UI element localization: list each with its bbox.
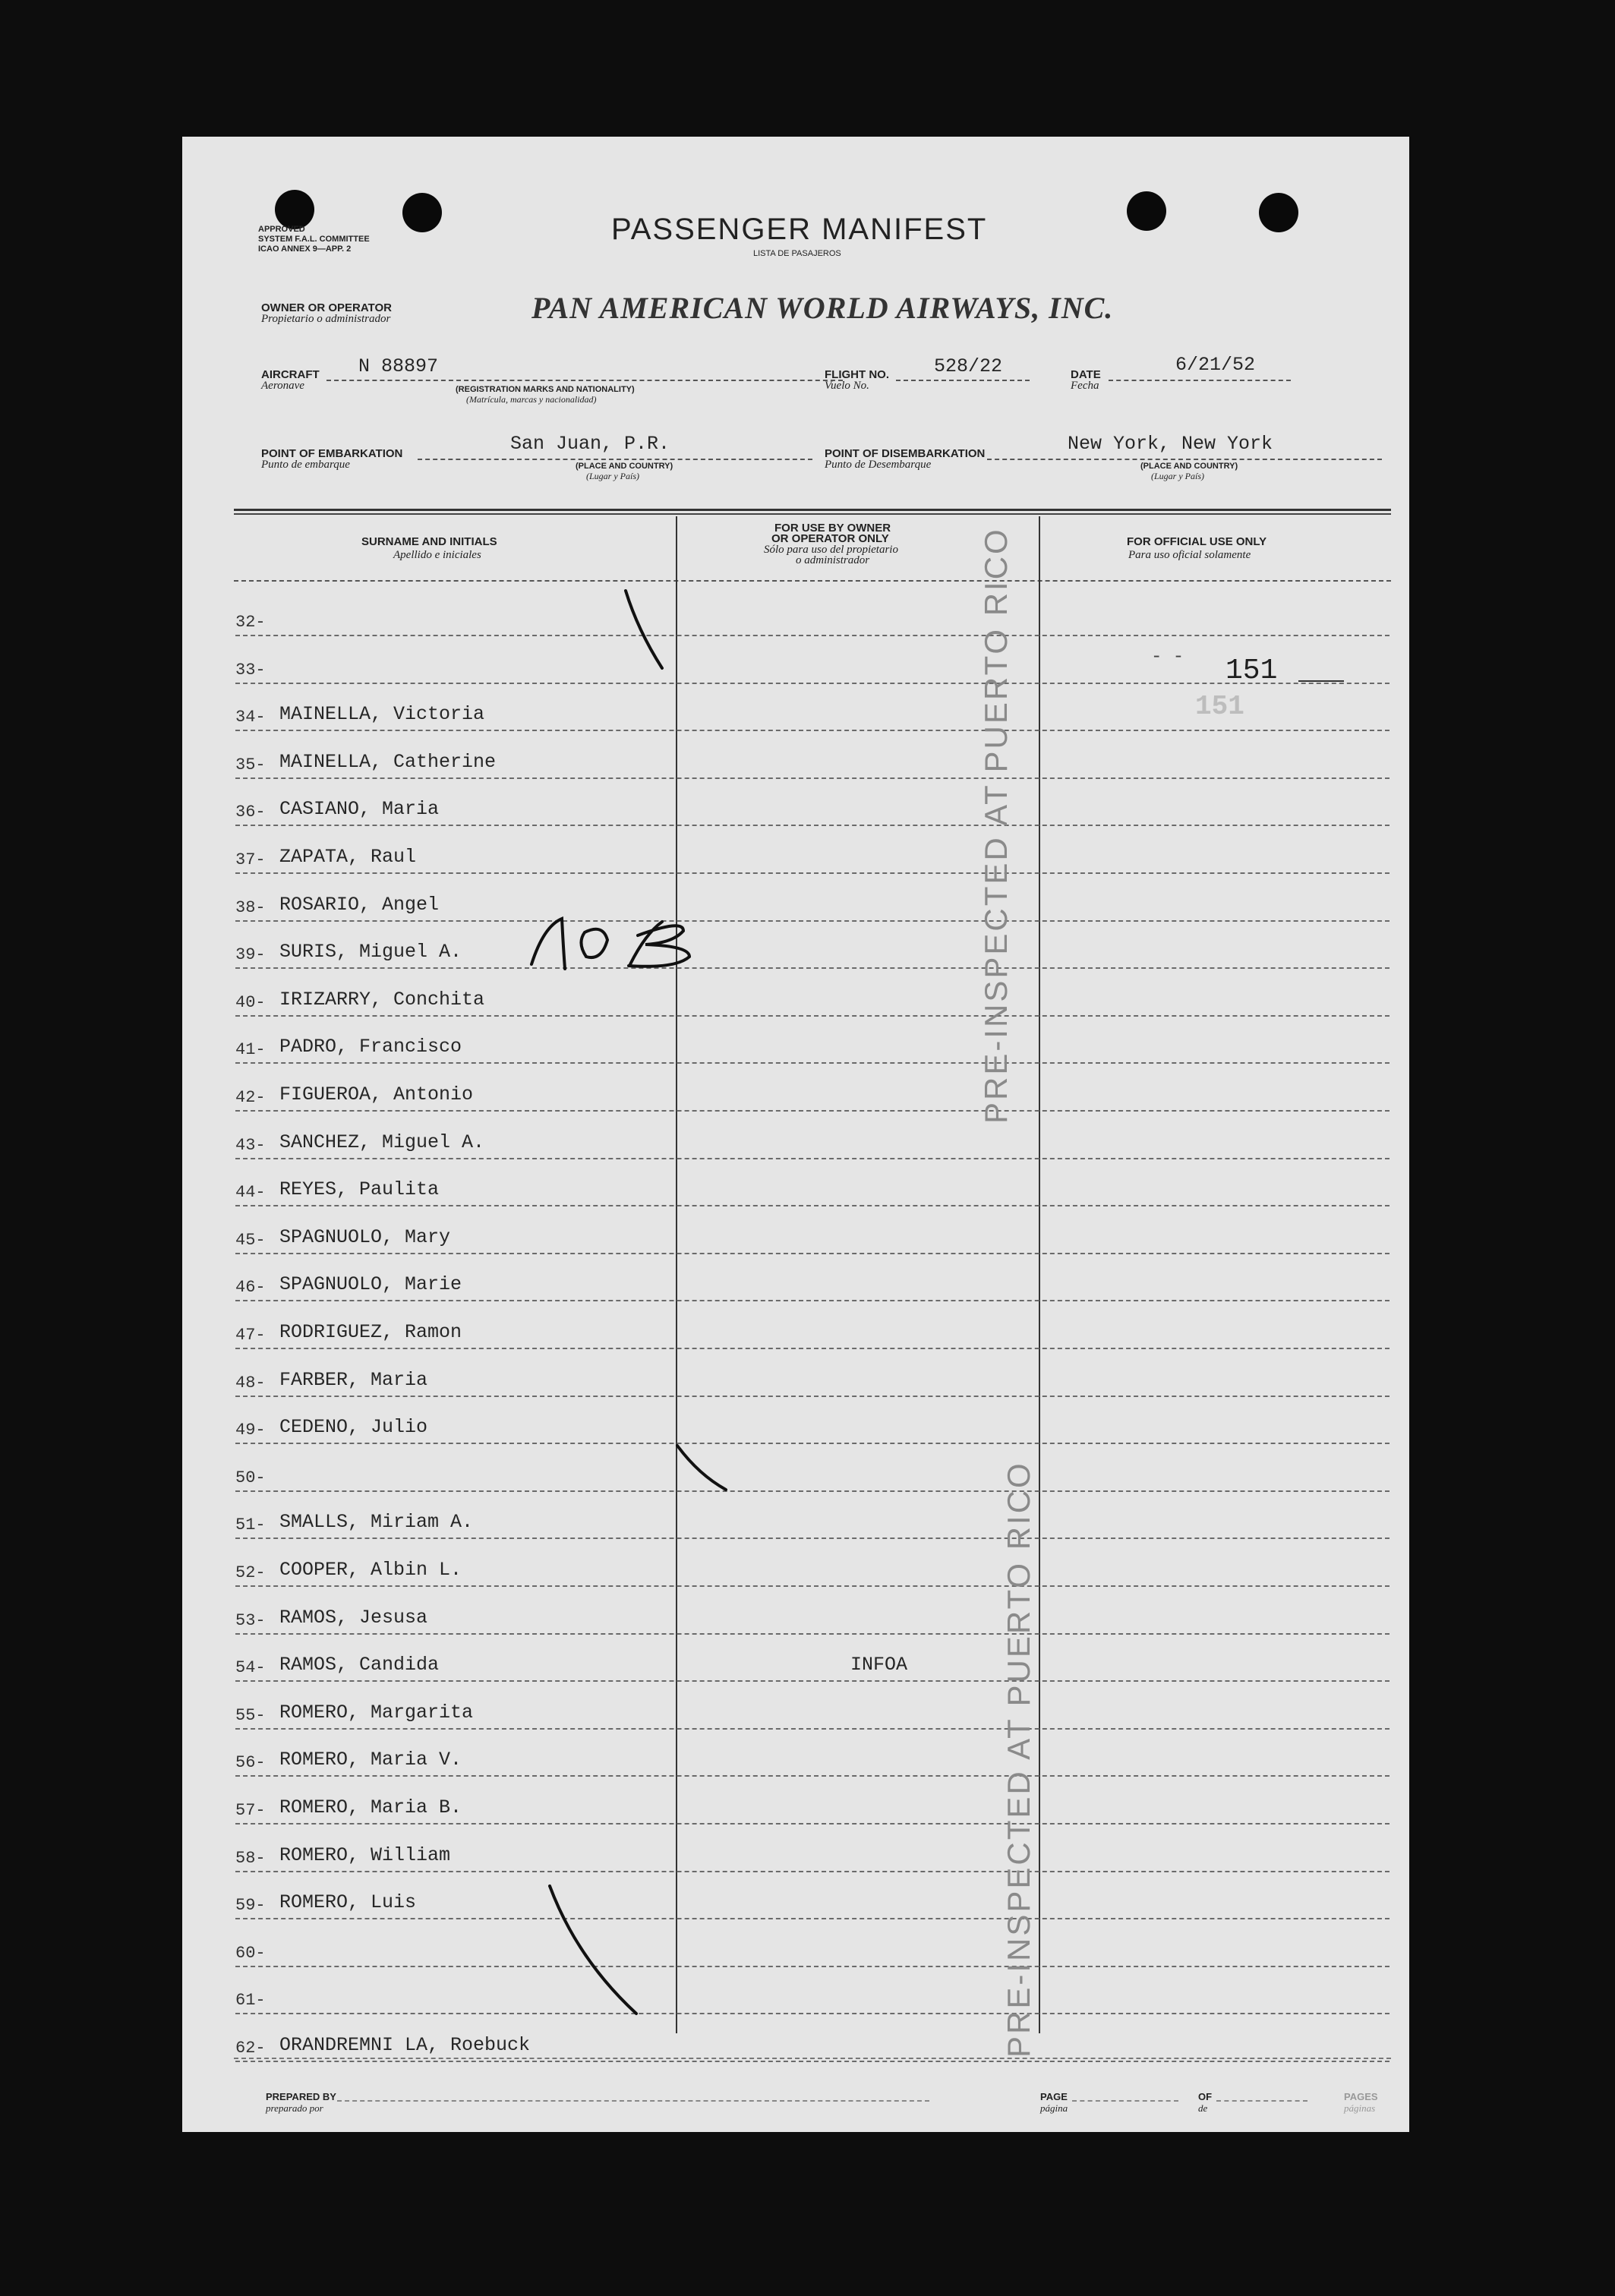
row-number: 54- (235, 1658, 266, 1677)
row-number: 33- (235, 661, 266, 680)
row-number: 42- (235, 1088, 266, 1107)
prepared-label-es: preparado por (266, 2102, 323, 2114)
row-number: 39- (235, 945, 266, 964)
passenger-name: RAMOS, Jesusa (279, 1607, 428, 1629)
passenger-name: IRIZARRY, Conchita (279, 989, 485, 1011)
approval-line: SYSTEM F.A.L. COMMITTEE (258, 235, 370, 244)
form-title-es: LISTA DE PASAJEROS (753, 249, 841, 258)
check-stroke (550, 1886, 636, 2014)
row-number: 43- (235, 1136, 266, 1155)
passenger-name: MAINELLA, Victoria (279, 703, 485, 725)
passenger-name: SURIS, Miguel A. (279, 941, 462, 963)
prepared-underline (337, 2100, 929, 2102)
passenger-name: SMALLS, Miriam A. (279, 1511, 474, 1533)
embark-place-note-es: (Lugar y País) (586, 471, 639, 481)
disembark-place-note-es: (Lugar y País) (1151, 471, 1204, 481)
flight-label-es: Vuelo No. (825, 380, 869, 392)
passenger-name: REYES, Paulita (279, 1178, 440, 1200)
passenger-name: MAINELLA, Catherine (279, 751, 497, 773)
passenger-name: ROMERO, Maria B. (279, 1796, 462, 1818)
date-label-es: Fecha (1071, 380, 1099, 392)
passenger-name: FIGUEROA, Antonio (279, 1083, 474, 1105)
owner-label-es: Propietario o administrador (261, 313, 391, 325)
passenger-name: PADRO, Francisco (279, 1036, 462, 1058)
col-official-header: FOR OFFICIAL USE ONLY (1127, 535, 1267, 548)
form-title: PASSENGER MANIFEST (611, 213, 988, 246)
row-number: 38- (235, 898, 266, 917)
official-count-faint: 151 (1195, 691, 1244, 722)
passenger-name: FARBER, Maria (279, 1369, 428, 1391)
col-operator-header-es: o administrador (796, 554, 870, 566)
row-number: 52- (235, 1563, 266, 1582)
date-label: DATE (1071, 368, 1101, 381)
check-stroke (626, 591, 662, 668)
pre-inspected-stamp: PRE-INSPECTED AT PUERTO RICO (1001, 1461, 1036, 2058)
passenger-name: CASIANO, Maria (279, 798, 440, 820)
prepared-label: PREPARED BY (266, 2091, 336, 2102)
row-number: 41- (235, 1040, 266, 1059)
row-number: 61- (235, 1991, 266, 2010)
page-underline (1072, 2100, 1178, 2102)
row-number: 49- (235, 1421, 266, 1440)
row-number: 50- (235, 1468, 266, 1487)
row-number: 57- (235, 1801, 266, 1820)
col-operator-header: OR OPERATOR ONLY (771, 532, 889, 545)
row-number: 32- (235, 613, 266, 632)
row-number: 44- (235, 1183, 266, 1202)
row-number: 58- (235, 1849, 266, 1868)
passenger-name: CEDENO, Julio (279, 1416, 428, 1438)
flight-label: FLIGHT NO. (825, 368, 889, 381)
official-count: 151 (1225, 654, 1278, 687)
row-number: 47- (235, 1326, 266, 1345)
passenger-name: RODRIGUEZ, Ramon (279, 1321, 462, 1343)
registration-note: (REGISTRATION MARKS AND NATIONALITY) (456, 385, 635, 394)
aircraft-value: N 88897 (358, 355, 439, 377)
row-number: 37- (235, 850, 266, 869)
aircraft-label: AIRCRAFT (261, 368, 320, 381)
row-number: 51- (235, 1515, 266, 1534)
passenger-name: ROMERO, Luis (279, 1891, 417, 1913)
passenger-name: ROMERO, Maria V. (279, 1749, 462, 1771)
disembark-value: New York, New York (1068, 433, 1273, 455)
check-stroke (677, 1446, 726, 1490)
row-number: 53- (235, 1611, 266, 1630)
embark-place-note: (PLACE AND COUNTRY) (576, 462, 673, 471)
owner-value: PAN AMERICAN WORLD AIRWAYS, INC. (531, 291, 1114, 325)
row-number: 46- (235, 1278, 266, 1297)
embark-label-es: Punto de embarque (261, 459, 350, 471)
row-number: 59- (235, 1896, 266, 1915)
row-number: 45- (235, 1231, 266, 1250)
initials-stroke (581, 929, 607, 957)
initials-stroke (531, 919, 565, 969)
row-number: 56- (235, 1753, 266, 1772)
row-number: 35- (235, 755, 266, 774)
col-official-header-es: Para uso oficial solamente (1128, 549, 1251, 561)
col-operator-header: FOR USE BY OWNER (774, 522, 891, 535)
owner-label: OWNER OR OPERATOR (261, 301, 392, 314)
approval-line: APPROVED (258, 225, 305, 234)
row-number: 55- (235, 1706, 266, 1725)
row-number: 40- (235, 993, 266, 1012)
pre-inspected-stamp: PRE-INSPECTED AT PUERTO RICO (978, 527, 1014, 1124)
of-label: OF (1198, 2091, 1213, 2102)
page-label-es: página (1040, 2102, 1068, 2114)
col-surname-header: SURNAME AND INITIALS (361, 535, 497, 548)
row-number: 48- (235, 1374, 266, 1392)
footer-rule (234, 2058, 1391, 2059)
row-number: 60- (235, 1944, 266, 1963)
passenger-name: SPAGNUOLO, Marie (279, 1273, 462, 1295)
handwritten-marks (182, 137, 1409, 2132)
col-surname-header-es: Apellido e iniciales (393, 549, 481, 561)
disembark-label: POINT OF DISEMBARKATION (825, 447, 986, 460)
operator-note: INFOA (850, 1654, 908, 1676)
registration-note-es: (Matrícula, marcas y nacionalidad) (466, 394, 597, 405)
of-underline (1216, 2100, 1307, 2102)
passenger-name: ROSARIO, Angel (279, 894, 440, 916)
col-operator-header-es: Sólo para uso del propietario (764, 544, 898, 556)
passenger-name: ROMERO, Margarita (279, 1702, 474, 1724)
approval-line: ICAO ANNEX 9—APP. 2 (258, 244, 352, 254)
passenger-name: ROMERO, William (279, 1844, 451, 1866)
row-number: 34- (235, 708, 266, 727)
aircraft-label-es: Aeronave (261, 380, 304, 392)
flight-value: 528/22 (934, 355, 1003, 377)
disembark-place-note: (PLACE AND COUNTRY) (1140, 462, 1238, 471)
passenger-name: ORANDREMNI LA, Roebuck (279, 2034, 531, 2056)
embark-value: San Juan, P.R. (510, 433, 670, 455)
passenger-name: ZAPATA, Raul (279, 846, 417, 868)
row-number: 36- (235, 803, 266, 822)
row-number: 62- (235, 2039, 266, 2058)
embark-label: POINT OF EMBARKATION (261, 447, 403, 460)
manifest-sheet (182, 137, 1409, 2132)
disembark-label-es: Punto de Desembarque (825, 459, 932, 471)
of-label-es: de (1198, 2102, 1208, 2114)
passenger-name: COOPER, Albin L. (279, 1559, 462, 1581)
official-dashes: - - (1151, 647, 1184, 667)
pages-label: PAGES (1344, 2091, 1378, 2102)
passenger-name: RAMOS, Candida (279, 1654, 440, 1676)
date-value: 6/21/52 (1175, 354, 1256, 376)
page-label: PAGE (1040, 2091, 1068, 2102)
passenger-name: SPAGNUOLO, Mary (279, 1226, 451, 1248)
passenger-name: SANCHEZ, Miguel A. (279, 1131, 485, 1153)
initials-stroke (629, 922, 689, 967)
pages-label-es: páginas (1344, 2102, 1376, 2114)
